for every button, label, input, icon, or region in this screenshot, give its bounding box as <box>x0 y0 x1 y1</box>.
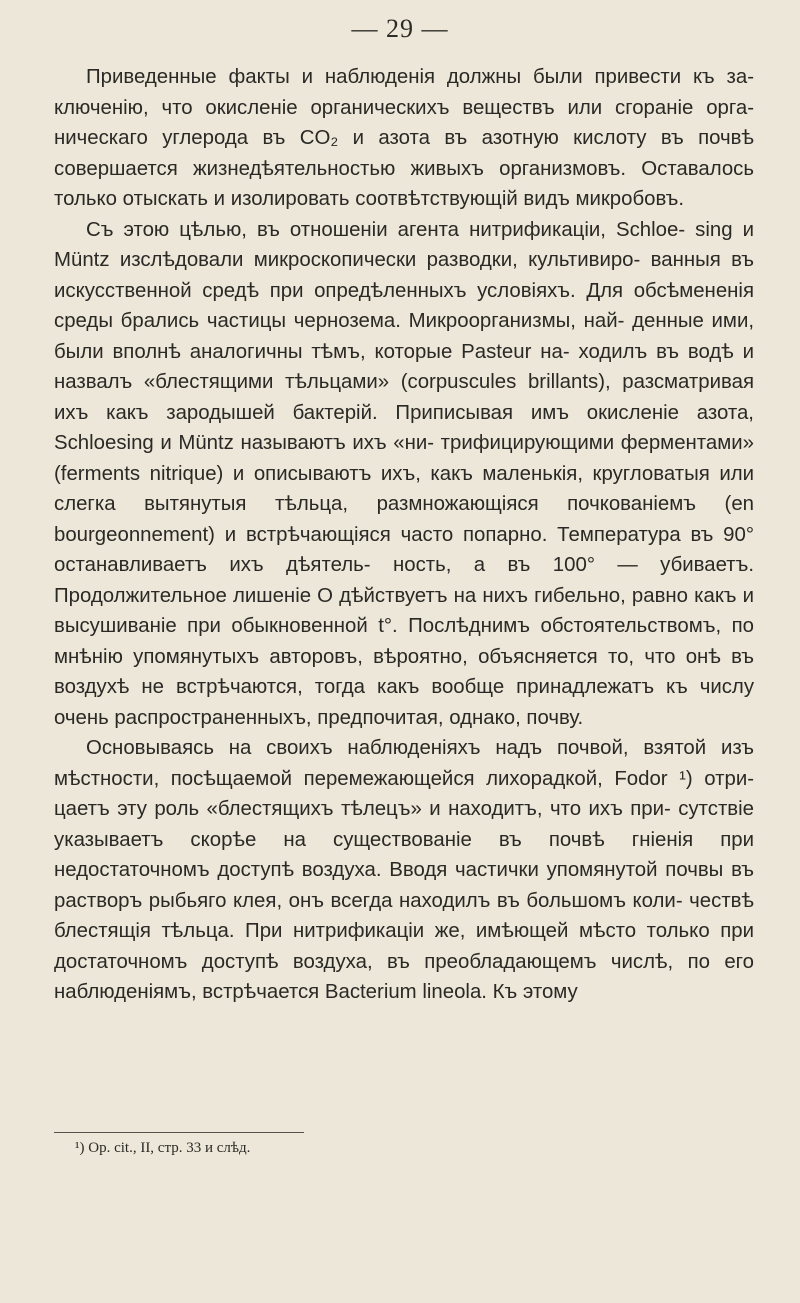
text-line: Приведенные факты и наблюденія должны были привести къ за- <box>86 66 754 88</box>
text-line: ванныя въ искусственной средѣ при опредѣленныхъ условіяхъ. Для <box>54 249 754 302</box>
text-line: ихъ, какъ маленькія, кругловатыя или слегка вытянутыя тѣльца, <box>54 462 754 515</box>
text-line: тогда какъ вообще принадлежатъ къ числу очень распространенныхъ, <box>54 676 755 729</box>
text-line: Основываясь на своихъ наблюденіяхъ надъ почвой, взятой изъ <box>86 737 754 759</box>
text-line: ходилъ въ водѣ и назвалъ «блестящими тѣльцами» (corpuscules <box>54 340 754 393</box>
text-line: вѣроятно, объясняется то, что онѣ въ воздухѣ не встрѣчаются, <box>54 645 754 698</box>
paragraph-2 <box>54 215 754 734</box>
text-line: размножающіяся почкованіемъ (en bourgeonnement) и встрѣчающіяся <box>54 493 755 546</box>
text-line: на нихъ гибельно, равно какъ и высушиваніе при обыкновенной t°. <box>54 584 754 637</box>
text-line: только отыскать и изолировать соотвѣтствующій видъ микробовъ. <box>54 188 685 210</box>
text-line: ность, а въ 100° — убиваетъ. Продолжительное лишеніе O дѣйствуетъ <box>54 554 755 607</box>
body-text <box>54 62 754 1008</box>
text-line: предпочитая, однако, почву. <box>317 706 584 729</box>
text-line: въ растворъ рыбьяго клея, онъ всегда находилъ въ большомъ коли- <box>54 859 755 912</box>
text-line: обсѣмененія среды брались частицы чернозема. Микроорганизмы, най- <box>54 279 754 332</box>
paragraph-3 <box>54 733 754 1008</box>
text-line: трифицирующими ферментами» (ferments nitrique) и описываютъ <box>54 432 754 485</box>
text-line: имъ окисленіе азота, Schloesing и Müntz называютъ ихъ «ни- <box>54 401 754 454</box>
text-line: Послѣднимъ обстоятельствомъ, по мнѣнію упомянутыхъ авторовъ, <box>54 615 754 668</box>
text-line: часто попарно. Температура въ 90° останавливаетъ ихъ дѣятель- <box>54 523 755 576</box>
text-line: совершается жизнедѣятельностью живыхъ организмовъ. Оставалось <box>54 157 754 180</box>
text-line: недостаточномъ доступѣ воздуха. Вводя частички упомянутой почвы <box>54 859 724 881</box>
text-line: мѣстности, посѣщаемой перемежающейся лихорадкой, Fodor ¹) отри- <box>54 767 754 790</box>
text-line: Съ этою цѣлью, въ отношеніи агента нитрификаціи, Schloe- <box>86 218 686 241</box>
text-line: сутствіе указываетъ скорѣе на существованіе въ почвѣ гніенія при <box>54 798 754 851</box>
text-line: только при достаточномъ доступѣ воздуха, въ преобладающемъ числѣ, <box>54 920 754 973</box>
footnote: ¹) Op. cit., II, стр. 33 и слѣд. <box>75 1140 251 1156</box>
page-number: — 29 — <box>351 14 449 43</box>
paragraph-1 <box>54 62 754 215</box>
footnote-divider <box>54 1132 304 1133</box>
text-line: чествѣ блестящія тѣльца. При нитрификаціи же, имѣющей мѣсто <box>54 889 754 942</box>
text-line: денные ими, были вполнѣ аналогичны тѣмъ, которые Pasteur на- <box>54 310 755 363</box>
text-line: по его наблюденіямъ, встрѣчается Bacterium lineola. Къ этому <box>54 950 754 1003</box>
text-line: brillants), разсматривая ихъ какъ зародышей бактерій. Приписывая <box>54 371 754 424</box>
text-line: ническаго углерода въ CO₂ и азота въ азотную кислоту въ почвѣ <box>54 127 754 149</box>
text-line: цаетъ эту роль «блестящихъ тѣлецъ» и находитъ, что ихъ при- <box>54 798 671 820</box>
text-line: ключенію, что окисленіе органическихъ веществъ или сгораніе орга- <box>54 96 754 119</box>
text-line: sing и Müntz изслѣдовали микроскопически разводки, культивиро- <box>54 218 754 271</box>
